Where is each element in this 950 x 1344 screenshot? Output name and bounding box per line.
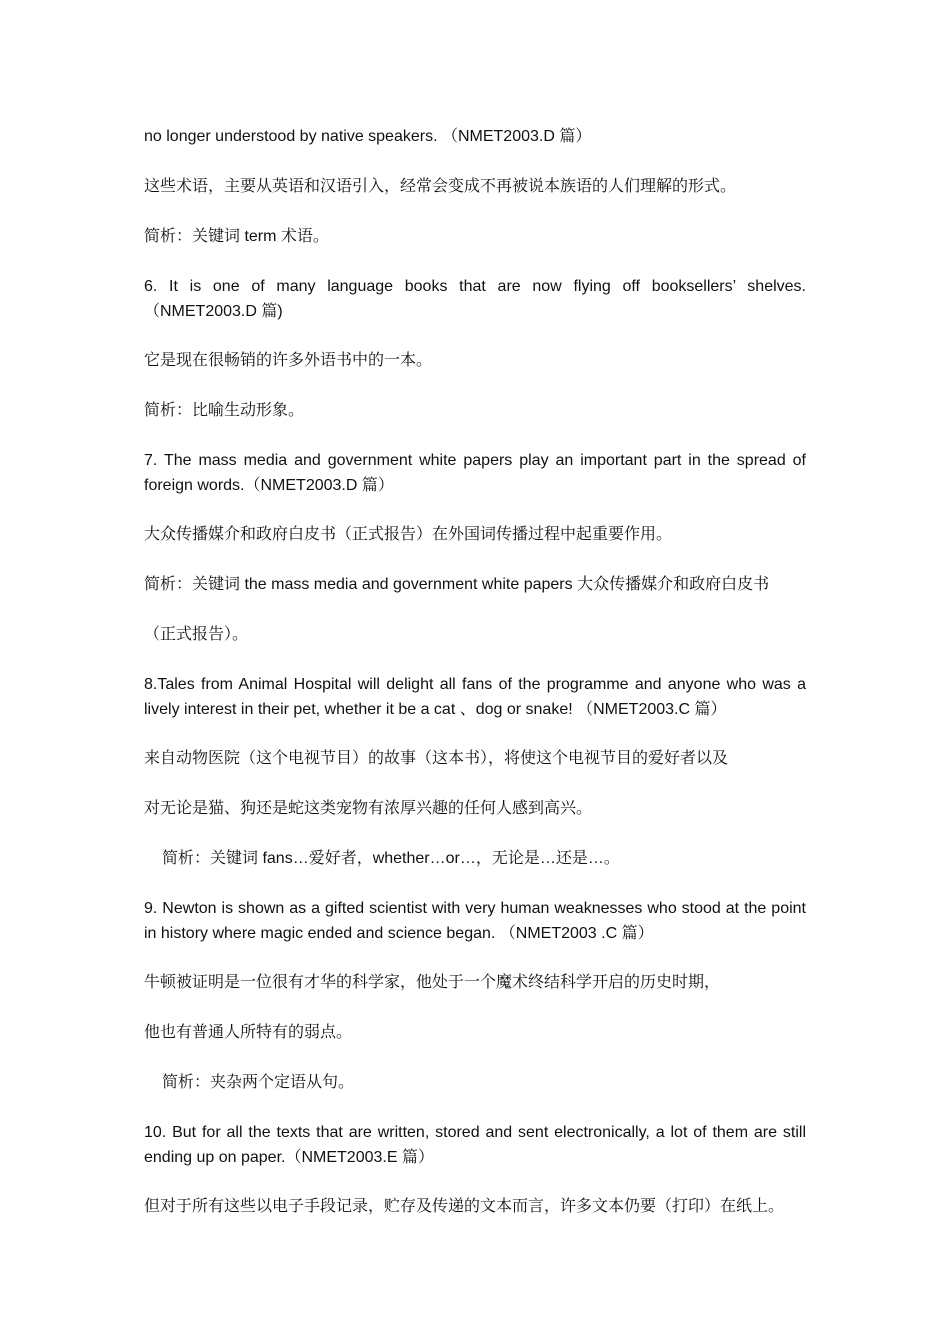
paragraph-1: no longer understood by native speakers. （NMET2003.D 篇） — [144, 128, 592, 145]
paragraph-6: 简析：比喻生动形象。 — [144, 402, 305, 419]
paragraph-14: 简析：关键词 fans…爱好者，whether…or…，无论是…还是…。 — [162, 850, 620, 867]
paragraph-19: 10. But for all the texts that are written, stored and sent electronically, a lot of them are still ending up on paper.（NMET2003.E 篇） — [144, 1124, 806, 1166]
paragraph-20: 但对于所有这些以电子手段记录，贮存及传递的文本而言，许多文本仍要（打印）在纸上。 — [144, 1198, 785, 1215]
paragraph-18: 简析：夹杂两个定语从句。 — [162, 1074, 355, 1091]
paragraph-15: 9. Newton is shown as a gifted scientist with very human weaknesses who stood at the point in history where magic ended and science began. （NMET2003 .C 篇） — [144, 900, 806, 942]
paragraph-13: 对无论是猫、狗还是蛇这类宠物有浓厚兴趣的任何人感到高兴。 — [144, 800, 593, 817]
paragraph-2: 这些术语，主要从英语和汉语引入，经常会变成不再被说本族语的人们理解的形式。 — [144, 178, 737, 195]
paragraph-4: 6. It is one of many language books that are now flying off booksellers’ shelves.（NMET2003.D 篇) — [144, 278, 806, 320]
paragraph-12: 来自动物医院（这个电视节目）的故事（这本书），将使这个电视节目的爱好者以及 — [144, 750, 729, 767]
paragraph-10: （正式报告）。 — [144, 626, 249, 643]
paragraph-17: 他也有普通人所特有的弱点。 — [144, 1024, 353, 1041]
paragraph-3: 简析：关键词 term 术语。 — [144, 228, 329, 245]
paragraph-11: 8.Tales from Animal Hospital will delight all fans of the programme and anyone who was a lively interest in their pet, whether it be a cat 、dog or snake! （NMET2003.C 篇） — [144, 676, 806, 718]
paragraph-7: 7. The mass media and government white papers play an important part in the spread of foreign words.（NMET2003.D 篇） — [144, 452, 806, 494]
paragraph-8: 大众传播媒介和政府白皮书（正式报告）在外国词传播过程中起重要作用。 — [144, 526, 673, 543]
paragraph-16: 牛顿被证明是一位很有才华的科学家，他处于一个魔术终结科学开启的历史时期， — [144, 974, 721, 991]
paragraph-5: 它是现在很畅销的许多外语书中的一本。 — [144, 352, 433, 369]
paragraph-9: 简析：关键词 the mass media and government white papers 大众传播媒介和政府白皮书 — [144, 576, 770, 593]
